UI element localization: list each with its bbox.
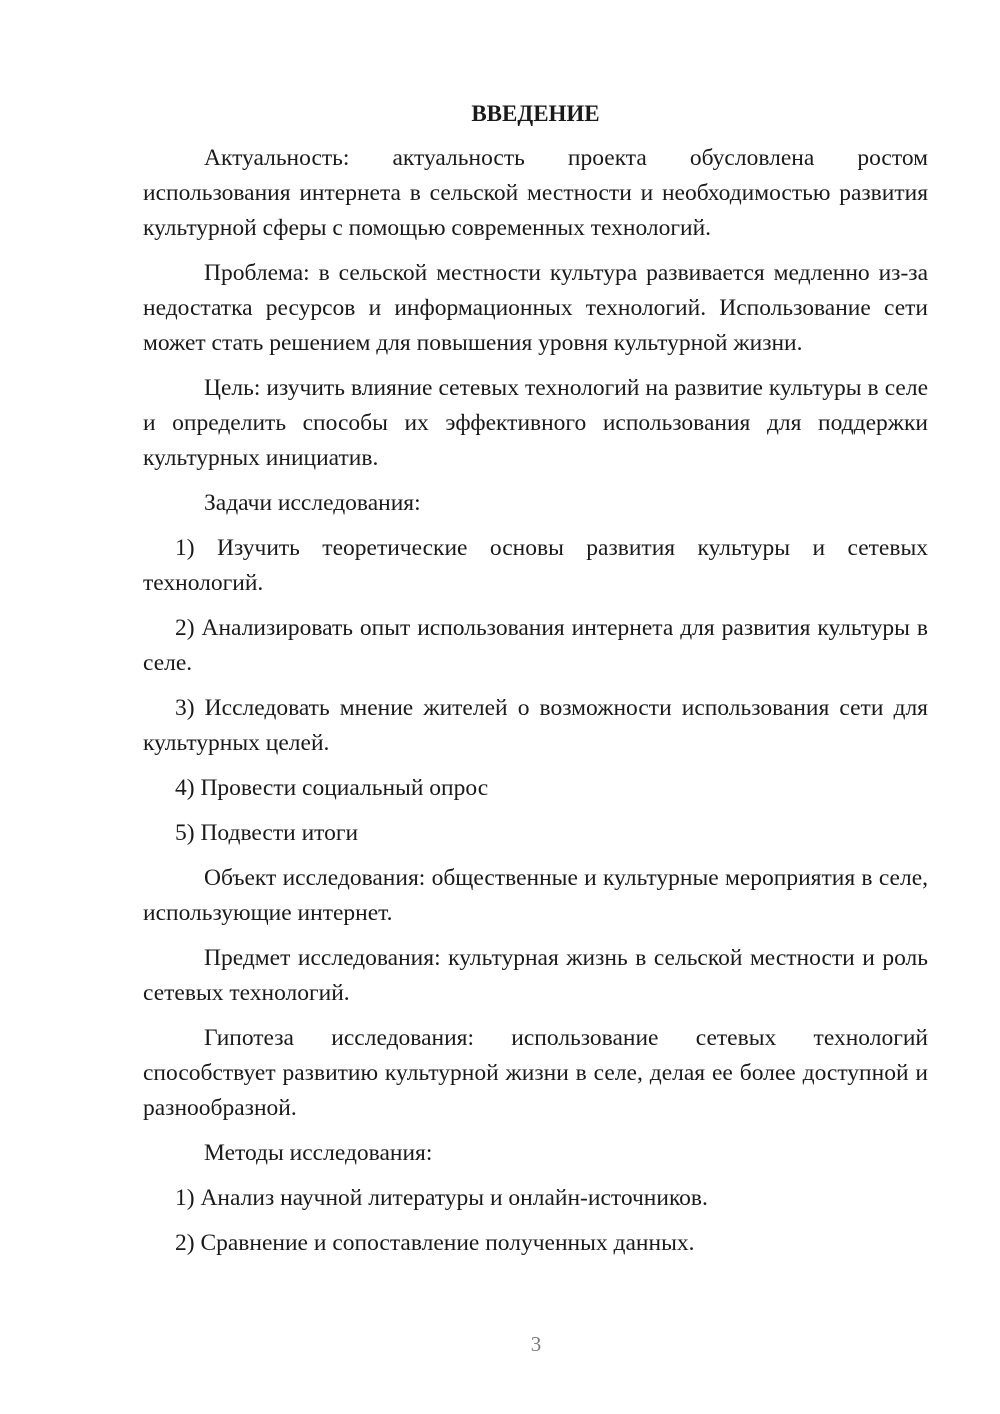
object-paragraph: Объект исследования: общественные и культурные мероприятия в селе, использующие интернет.	[143, 865, 928, 926]
task-item: 2) Анализировать опыт использования интернета для развития культуры в селе.	[143, 615, 928, 676]
hypothesis-paragraph: Гипотеза исследования: использование сетевых технологий способствует развитию культурной жизни в селе, делая ее более доступной и разнообразной.	[143, 1025, 928, 1121]
tasks-heading: Задачи исследования:	[204, 490, 421, 516]
problem-paragraph: Проблема: в сельской местности культура развивается медленно из-за недостатка ресурсов и информационных технологий. Использование сети может стать решением для повышения уровня культурной жизни.	[143, 260, 928, 356]
task-item: 5) Подвести итоги	[175, 820, 359, 846]
task-item: 1) Изучить теоретические основы развития культуры и сетевых технологий.	[143, 535, 928, 596]
subject-paragraph: Предмет исследования: культурная жизнь в сельской местности и роль сетевых технологий.	[143, 945, 928, 1006]
relevance-paragraph: Актуальность: актуальность проекта обусловлена ростом использования интернета в сельской местности и необходимостью развития культурной сферы с помощью современных технологий.	[143, 145, 928, 241]
methods-heading: Методы исследования:	[204, 1140, 433, 1166]
task-item: 4) Провести социальный опрос	[175, 775, 489, 801]
method-item: 1) Анализ научной литературы и онлайн-источников.	[175, 1185, 708, 1211]
task-item: 3) Исследовать мнение жителей о возможности использования сети для культурных целей.	[143, 695, 928, 756]
method-item: 2) Сравнение и сопоставление полученных данных.	[175, 1230, 695, 1256]
page-number: 3	[530, 1332, 542, 1356]
goal-paragraph: Цель: изучить влияние сетевых технологий на развитие культуры в селе и определить способы их эффективного использования для поддержки культурных инициатив.	[143, 375, 928, 471]
page-title: ВВЕДЕНИЕ	[471, 101, 600, 126]
page-content	[143, 96, 928, 1271]
